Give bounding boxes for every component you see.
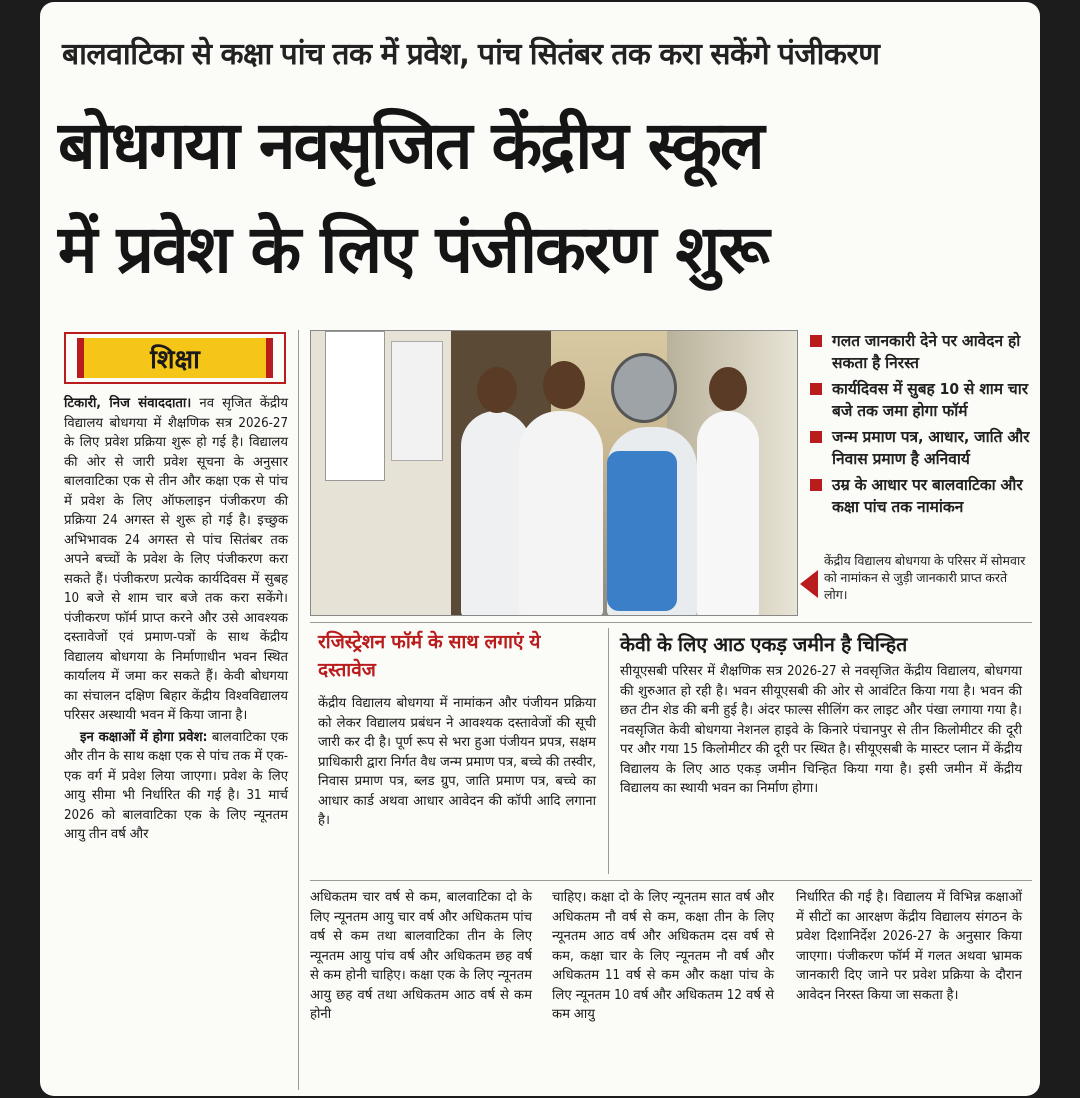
section-label-text: शिक्षा: [77, 338, 273, 378]
person-4: [697, 411, 759, 616]
bottom-column-3: निर्धारित की गई है। विद्यालय में विभिन्न कक्षाओं में सीटों का आरक्षण केंद्रीय विद्यालय संगठन के प्रवेश दिशानिर्देश 2026-27 के अनुसार किया जाएगा। पंजीकरण फॉर्म में गलत अथवा भ्रामक जानकारी दिए जाने पर प्रवेश प्रक्रिया के दौरान आवेदन निरस्त किया जा सकता है।: [796, 890, 1022, 1003]
documents-title: रजिस्ट्रेशन फॉर्म के साथ लगाएं ये दस्तावेज: [318, 631, 541, 681]
para-1-text: नव सृजित केंद्रीय विद्यालय बोधगया में शैक्षणिक सत्र 2026-27 के लिए प्रवेश प्रक्रिया शुरू हो गई है। विद्यालय की ओर से जारी प्रवेश सूचना के अनुसार बालवाटिका एक से तीन और कक्षा एक से पांच में प्रवेश के लिए ऑफलाइन पंजीकरण की प्रक्रिया 24 अगस्त से शुरू हो गई है। इच्छुक अभिभावक 24 अगस्त से पांच सितंबर तक अपने बच्चों के प्रवेश के लिए पंजीकरण करा सकते हैं। पंजीकरण प्रत्येक कार्यदिवस में सुबह 10 बजे से शाम चार बजे तक करा सकेंगे। पंजीकरण फॉर्म प्राप्त करने और उसे आवश्यक दस्तावेजों एवं प्रमाण-पत्रों के साथ केंद्रीय विद्यालय बोधगया के निर्माणाधीन भवन स्थित कार्यालय में जमा कर सकते हैं। केवी बोधगया का संचालन दक्षिण बिहार केंद्रीय विश्वविद्यालय परिसर अस्थायी भवन में किया जाना है।: [64, 396, 288, 723]
headline-line-2: में प्रवेश के लिए पंजीकरण शुरू: [58, 211, 768, 288]
bottom-column-2: चाहिए। कक्षा दो के लिए न्यूनतम सात वर्ष और अधिकतम नौ वर्ष से कम, कक्षा तीन के लिए न्यूनतम आठ वर्ष और अधिकतम दस वर्ष से कम, कक्षा चार के लिए न्यूनतम नौ वर्ष और अधिकतम 11 वर्ष से कम और कक्षा पांच के लिए न्यूनतम 10 वर्ष और अधिकतम 12 वर्ष से कम आयु: [552, 890, 774, 1022]
notice-paper: [391, 341, 443, 461]
documents-body: केंद्रीय विद्यालय बोधगया में नामांकन और पंजीयन प्रक्रिया को लेकर विद्यालय प्रबंधन ने आवश्यक दस्तावेजों की सूची जारी कर दी है। पूर्ण रूप से भरा हुआ पंजीयन प्रपत्र, सक्षम प्राधिकारी द्वारा निर्गत वैध जन्म प्रमाण पत्र, बच्चे की तस्वीर, निवास प्रमाण पत्र, ब्लड ग्रुप, जाति प्रमाण पत्र, बच्चे का आधार कार्ड अथवा आधार आवेदन की कॉपी आदि लगाना है।: [318, 696, 596, 828]
helmet: [611, 353, 677, 423]
bullet-square-icon: [810, 479, 822, 491]
backpack: [607, 451, 677, 611]
para-2-text: बालवाटिका एक और तीन के साथ कक्षा एक से पांच तक में एक-एक वर्ग में प्रवेश लिया जाएगा। प्रवेश के लिए आयु सीमा भी निर्धारित की गई है। 31 मार्च 2026 को बालवाटिका एक के लिए न्यूनतम आयु तीन वर्ष और: [64, 729, 288, 842]
notice-board: [325, 331, 385, 481]
land-body: सीयूएसबी परिसर में शैक्षणिक सत्र 2026-27 से नवसृजित केंद्रीय विद्यालय, बोधगया की शुरुआत हो रही है। भवन सीयूएसबी की ओर से आवंटित किया गया है। भवन की छत टीन शेड की बनी हुई है। अंदर फाल्स सीलिंग कर लाइट और पंखा लगाया गया है। नवसृजित केवी बोधगया नेशनल हाइवे के किनारे पंचानपुर से तीन किलोमीटर की दूरी पर और गया 15 किलोमीटर की दूरी पर स्थित है। सीयूएसबी के मास्टर प्लान में केंद्रीय विद्यालय के लिए आठ एकड़ जमीन चिन्हित किया गया है। इसी जमीन में केंद्रीय विद्यालय का स्थायी भवन का निर्माण होगा।: [620, 664, 1022, 796]
bullet-item: [810, 378, 1032, 422]
person-1-head: [477, 367, 517, 413]
divider: [608, 628, 609, 874]
bullet-square-icon: [810, 383, 822, 395]
column-main: [64, 394, 288, 1084]
bullet-square-icon: [810, 335, 822, 347]
main-headline: [58, 94, 1028, 302]
kicker-headline: बालवाटिका से कक्षा पांच तक में प्रवेश, पांच सितंबर तक करा सकेंगे पंजीकरण: [62, 37, 880, 72]
divider: [298, 330, 299, 1090]
article-para-2: [64, 728, 288, 845]
highlight-bullets: [810, 330, 1032, 522]
section-label: [64, 332, 286, 384]
bullet-text: कार्यदिवस में सुबह 10 से शाम चार बजे तक जमा होगा फॉर्म: [832, 380, 1029, 420]
photo-caption: [800, 552, 1032, 616]
subhead-classes: इन कक्षाओं में होगा प्रवेश:: [80, 729, 208, 745]
bullet-square-icon: [810, 431, 822, 443]
land-title: केवी के लिए आठ एकड़ जमीन है चिन्हित: [620, 633, 908, 656]
divider: [310, 880, 1032, 881]
bullet-item: [810, 426, 1032, 470]
news-photo: [310, 330, 798, 616]
article-para-1: [64, 394, 288, 726]
bullet-text: गलत जानकारी देने पर आवेदन हो सकता है निरस्त: [832, 332, 1021, 372]
divider: [310, 622, 1032, 623]
headline-line-1: बोधगया नवसृजित केंद्रीय स्कूल: [58, 107, 763, 184]
person-2-head: [543, 361, 585, 409]
bullet-item: [810, 330, 1032, 374]
bottom-column-1: अधिकतम चार वर्ष से कम, बालवाटिका दो के लिए न्यूनतम आयु चार वर्ष और अधिकतम पांच वर्ष से कम तथा बालवाटिका तीन के लिए न्यूनतम आयु पांच वर्ष और अधिकतम छह वर्ष से कम होनी चाहिए। कक्षा एक के लिए न्यूनतम आयु छह वर्ष तथा अधिकतम आठ वर्ष से कम होनी: [310, 890, 532, 1022]
person-4-head: [709, 367, 747, 411]
byline: टिकारी, निज संवाददाता।: [64, 396, 192, 411]
person-2: [519, 411, 603, 616]
caption-text: केंद्रीय विद्यालय बोधगया के परिसर में सोमवार को नामांकन से जुड़ी जानकारी प्राप्त करते लोग।: [824, 553, 1026, 602]
caption-pointer-icon: [800, 570, 818, 598]
bullet-text: जन्म प्रमाण पत्र, आधार, जाति और निवास प्रमाण है अनिवार्य: [832, 428, 1030, 468]
newspaper-clipping: [40, 2, 1040, 1096]
bullet-item: [810, 474, 1032, 518]
bullet-text: उम्र के आधार पर बालवाटिका और कक्षा पांच तक नामांकन: [832, 476, 1023, 516]
